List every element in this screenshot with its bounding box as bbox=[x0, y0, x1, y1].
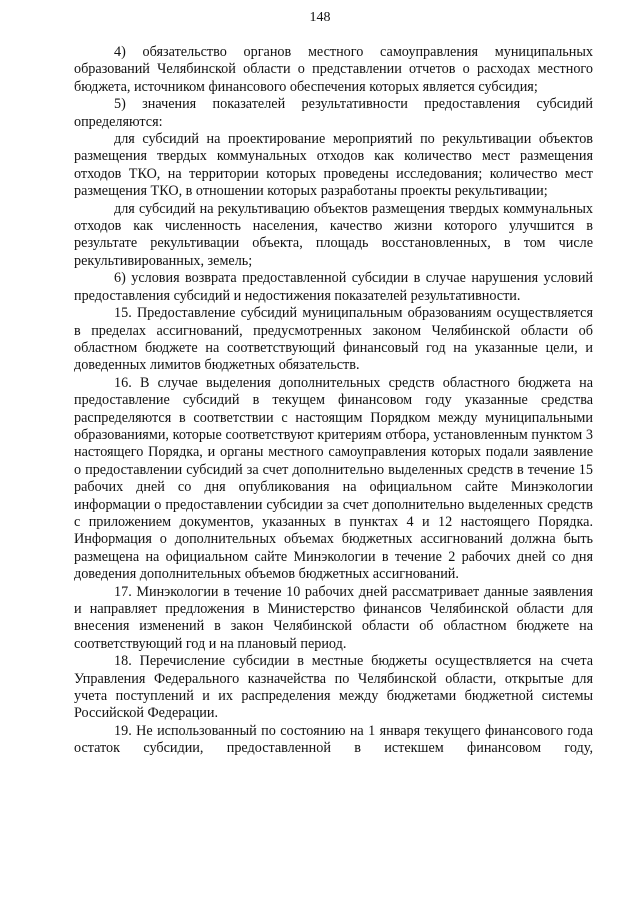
paragraph-reclamation-subsidies: для субсидий на рекультивацию объектов размещения твердых коммунальных отходов как численность населения, качество жизни которого улучшится в результате рекультивации объекта, площадь восстановленных, в том числе рекультивированных, земель; bbox=[74, 200, 593, 269]
paragraph-item-4-obligation: 4) обязательство органов местного самоуправления муниципальных образований Челябинской области о представлении отчетов о расходах местного бюджета, источником финансового обеспечения которых является субсидия; bbox=[74, 44, 593, 95]
page-number: 148 bbox=[309, 10, 331, 25]
document-body bbox=[74, 44, 593, 758]
paragraph-clause-17: 17. Минэкологии в течение 10 рабочих дней рассматривает данные заявления и направляет предложения в Министерство финансов Челябинской области для внесения изменений в закон Челябинской области об областном бюджете на соответствующий год и на плановый период. bbox=[74, 583, 593, 652]
paragraph-clause-19: 19. Не использованный по состоянию на 1 января текущего финансового года остаток субсидии, предоставленной в истекшем финансовом году, bbox=[74, 722, 593, 757]
paragraph-clause-15: 15. Предоставление субсидий муниципальным образованиям осуществляется в пределах ассигнований, предусмотренных законом Челябинской области об областном бюджете на соответствующий финансовый год на указанные цели, и доведенных лимитов бюджетных обязательств. bbox=[74, 305, 593, 374]
paragraph-design-subsidies: для субсидий на проектирование мероприятий по рекультивации объектов размещения твердых коммунальных отходов как количество мест размещения отходов ТКО, на территории которых проведены исследования; количество мест размещения ТКО, в отношении которых разработаны проекты рекультивации; bbox=[74, 131, 593, 200]
paragraph-item-6-return-conditions: 6) условия возврата предоставленной субсидии в случае нарушения условий предоставления субсидий и недостижения показателей результативности. bbox=[74, 270, 593, 304]
paragraph-clause-16: 16. В случае выделения дополнительных средств областного бюджета на предоставление субсидий в текущем финансовом году указанные средства распределяются в соответствии с настоящим Порядком между муниципальными образованиями, которые соответствуют критериям отбора, установленным пунктом 3 настоящего Порядка, и органы местного самоуправления которых подали заявление о предоставлении субсидий за счет дополнительно выделенных средств в течение 15 рабочих дней со дня опубликования на официальном сайте Минэкологии информации о предоставлении субсидии за счет дополнительно выделенных средств с приложением документов, указанных в пунктах 4 и 12 настоящего Порядка. Информация о дополнительных объемах бюджетных ассигнований должна быть размещена на официальном сайте Минэкологии в течение 2 рабочих дней со дня доведения дополнительных объемов бюджетных ассигнований. bbox=[74, 374, 593, 583]
paragraph-item-5-indicators: 5) значения показателей результативности предоставления субсидий определяются: bbox=[74, 96, 593, 130]
paragraph-clause-18: 18. Перечисление субсидии в местные бюджеты осуществляется на счета Управления Федерального казначейства по Челябинской области, открытые для учета поступлений и их распределения между бюджетами бюджетной системы Российской Федерации. bbox=[74, 653, 593, 722]
